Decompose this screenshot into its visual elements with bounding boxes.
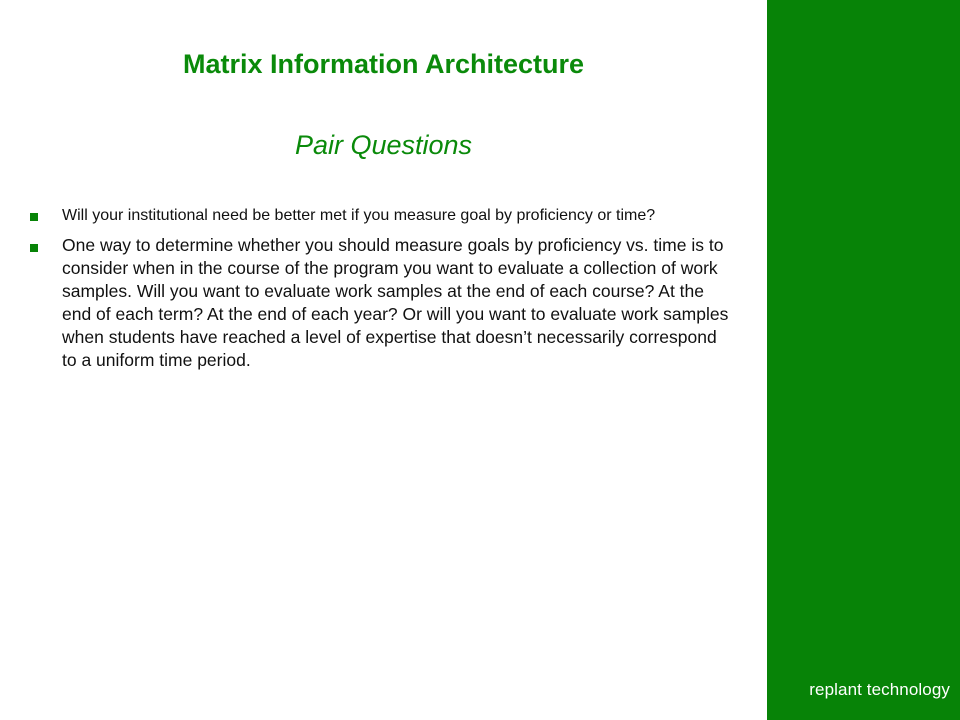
- square-bullet-icon: [30, 213, 38, 221]
- bullet-text: Will your institutional need be better met if you measure goal by proficiency or time?: [62, 207, 656, 224]
- green-sidebar: [767, 0, 960, 720]
- slide-subtitle: Pair Questions: [294, 130, 473, 160]
- bullet-item: [30, 234, 735, 372]
- bullet-list: [30, 204, 735, 378]
- bullet-text: One way to determine whether you should measure goals by proficiency vs. time is to consider when in the course of the program you want to evaluate a collection of work samples. Will you want to evaluate work samples at the end of each course? At the end of each term? At the end of each year? Or will you want to evaluate work samples when students have reached a level of expertise that doesn’t necessarily correspond to a uniform time period.: [62, 235, 729, 370]
- slide-title: Matrix Information Architecture: [182, 49, 585, 79]
- bullet-item: [30, 204, 735, 228]
- square-bullet-icon: [30, 244, 38, 252]
- brand-label: replant technology: [809, 680, 950, 699]
